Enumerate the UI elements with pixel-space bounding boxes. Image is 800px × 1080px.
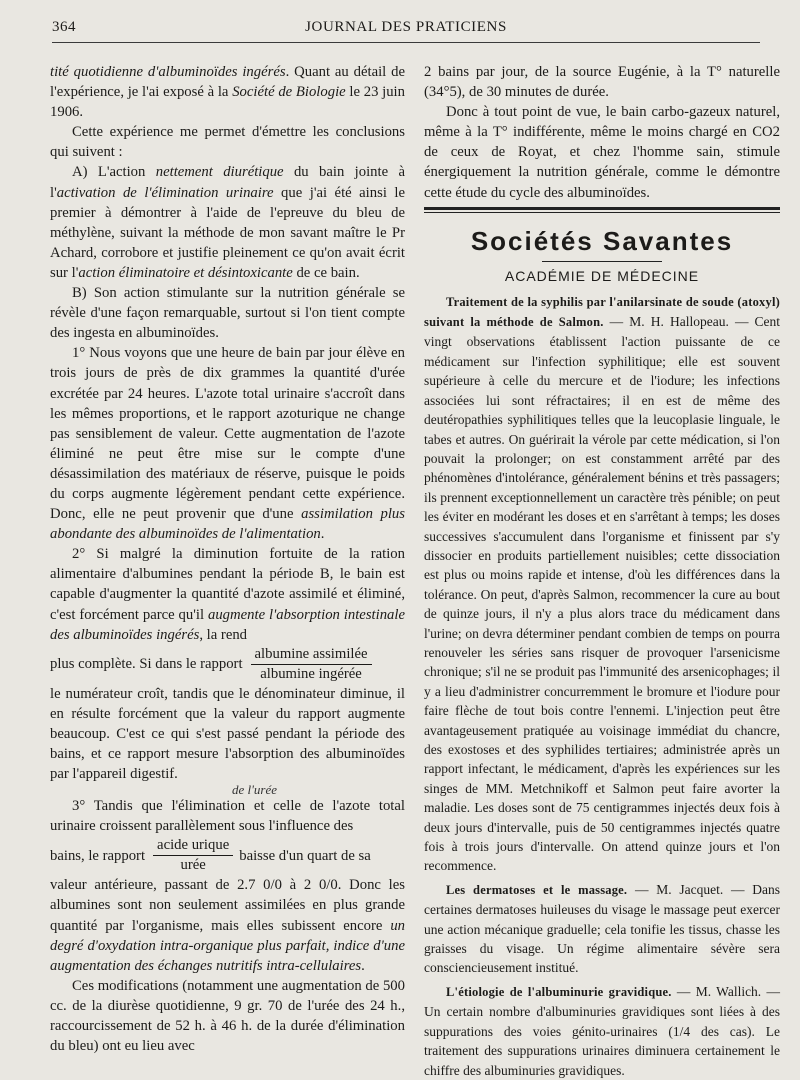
article	[424, 292, 780, 876]
fraction-numerator: acide urique	[153, 836, 233, 856]
ratio-lead-text: plus complète. Si dans le rapport	[50, 656, 243, 673]
paragraph	[50, 162, 405, 283]
article-body: — Dans certaines dermatoses huileuses du visage le massage peut exercer une action mécanique graduelle; cela tonifie les tissus, chasse les graisses du visage. Un régime alimentaire sévère sera consciencieusement institué.	[424, 881, 781, 976]
italic-text: un degré d'oxydation intra-organique plus parfait, indice d'une augmentation des échanges nutritifs intra-cellulaires	[50, 917, 405, 974]
text-run: du bain jointe à l'	[50, 164, 406, 201]
title-rule	[542, 261, 662, 262]
left-column	[50, 62, 405, 1056]
paragraph	[50, 875, 405, 975]
fraction-denominator: albumine ingérée	[260, 665, 362, 682]
ratio-lead-text: bains, le rapport	[50, 847, 146, 864]
text-run: .	[361, 957, 365, 974]
paragraph: 2 bains par jour, de la source Eugénie, à la T° naturelle (34°5), de 30 minutes de durée.	[424, 64, 780, 101]
paragraph: B) Son action stimulante sur la nutrition générale se révèle d'une façon remarquable, surtout si l'on tient compte des ingesta en albuminoïdes.	[50, 285, 405, 342]
italic-text: Société de Biologie	[232, 84, 346, 101]
paragraph: Ces modifications (notamment une augmentation de 500 cc. de la diurèse quotidienne, 9 gr. 70 de l'urée des 24 h., raccourcissement de 52 h. à 46 h. de la durée d'élimination du bleu) ont eu lieu avec	[50, 977, 405, 1055]
subsection-title: ACADÉMIE DE MÉDECINE	[504, 267, 700, 284]
section-title: Sociétés Savantes	[470, 225, 734, 256]
italic-text: tité quotidienne d'albuminoïdes ingérés	[50, 64, 286, 80]
text-run: . Quant au détail de l'expérience, je l'ai exposé à la	[50, 64, 405, 101]
italic-text: activation de l'élimination urinaire	[56, 184, 274, 201]
paragraph	[50, 544, 405, 644]
handwritten-annotation: de l'urée	[232, 782, 278, 798]
paragraph: le numérateur croît, tandis que le dénominateur diminue, il en résulte forcément que la valeur du rapport augmente beaucoup. C'est ce qui s'est passé pendant la période des bains, et ce rapport mesure l'absorption des albuminoïdes par l'appareil digestif.	[50, 685, 405, 783]
italic-text: action éliminatoire et désintoxicante	[78, 264, 293, 281]
paragraph: Donc à tout point de vue, le bain carbo-gazeux naturel, même à la T° indifférente, même le moins chargé en CO2 de ceux de Royat, et chez l'homme sain, stimule énergiquement la nutrition générale, comme le démontre cette étude du cycle des albuminoïdes.	[424, 104, 780, 201]
article-body: — Cent vingt observations établissent l'action puissante de ce médicament sur l'infection syphilitique; elle est souvent supérieure à celle du mercure et de l'iodure; les infections associées lui sont réfractaires; il en est de même des deutéropathies syphilitiques telles que la leucoplasie linguale, le tabes et autres. On guérirait la vérole par cette médication, si l'on pouvait la prolonger; on est constamment arrêté par des phénomènes d'intolérance, généralement bénins et très passagers; ils prennent exceptionnellement un caractère très pénible; on peut les éviter en modérant les doses et en s'arrêtant à temps; les doses successives s'accumulent dans l'organisme et finissent par s'y dissocier en produits partiellement nuisibles; cette dissociation est plus ou moins rapide et intense, d'où les différences dans la tolérance. On peut, d'après Salmon, recommencer la cure au bout de quinze jours, il n'y a plus alors trace du médicament dans l'urine; on devra déterminer pendant combien de temps on pourra renouveler les séries sans risquer de provoquer l'arsenicisme chronique; s'il ne se produit pas l'immunité des arsenicophages; il y a lieu d'administrer concurremment le bromure et l'iodure pour faire flèche de tout bois contre l'ennemi. L'injection peut être avantageusement pratiquée au voisinage immédiat du chancre, des exostoses et des syphilides tertiaires; administrée après un rapport infectant, le médicament, d'après les expériences sur les singes de MM. Metchnikoff et Salmon peut faire avorter la maladie. Les doses sont de 75 centigrammes injectés deux fois à deux jours d'intervalle, puis de 50 centigrammes injectés quatre fois à trois jours d'intervalle. On attend quinze jours et l'on recommence.	[424, 314, 781, 874]
journal-title: JOURNAL DES PRATICIENS	[305, 19, 507, 35]
article	[424, 880, 780, 978]
paragraph	[50, 343, 405, 544]
text-run: .	[320, 526, 325, 543]
page-header	[52, 12, 760, 43]
right-column	[424, 62, 780, 1080]
italic-text: augmente l'absorption intestinale des albuminoïdes ingérés	[50, 606, 405, 643]
article-body: — Un certain nombre d'albuminuries gravidiques sont liées à des suppurations des voies génito-urinaires (1/4 des cas). Le traitement des suppurations urinaires diminuera certainement le chiffre des albuminuries gravidiques.	[424, 983, 780, 1078]
fraction	[251, 645, 372, 684]
ratio-line	[50, 836, 405, 875]
article-author: — M. Wallich.	[676, 983, 762, 999]
ratio-line	[50, 645, 405, 684]
article-author: — M. Jacquet.	[635, 881, 724, 897]
ratio-tail-text: baisse d'un quart de sa	[239, 847, 371, 864]
fraction-numerator: albumine assimilée	[251, 645, 372, 665]
fraction	[153, 836, 233, 875]
article	[424, 982, 780, 1080]
text-run: le 23 juin 1906.	[50, 84, 405, 121]
section-divider	[424, 207, 780, 210]
paragraph	[50, 62, 405, 122]
text-run: 2° Si malgré la diminution fortuite de la ration alimentaire d'albumines pendant la période B, le bain est capable d'augmenter la quantité d'azote assimilé et éliminé, c'est forcément parce qu'il	[50, 546, 405, 623]
italic-text: nettement diurétique	[155, 164, 284, 181]
text-run: que j'ai été ainsi le premier à démontrer à l'aide de l'epreuve du bleu de méthylène, suivant la méthode de mon savant maître le Pr Achard, corrobore et justifie pleinement ce qu'on avait écrit sur l'	[50, 184, 405, 281]
article-title: Traitement de la syphilis par l'anilarsinate de soude (atoxyl) suivant la méthode de Salmon.	[424, 294, 780, 330]
italic-text: assimilation plus abondante des albuminoïdes de l'alimentation	[50, 506, 405, 543]
article-title: L'étiologie de l'albuminurie gravidique.	[446, 984, 672, 999]
text-run: valeur antérieure, passant de 2.7 0/0 à 2 0/0. Donc les albumines sont non seulement assimilées en plus grande quantité par l'organisme, mais elles subissent encore	[50, 877, 405, 934]
text-run: A) L'action	[72, 164, 156, 181]
paragraph: Cette expérience me permet d'émettre les conclusions qui suivent :	[50, 124, 405, 161]
fraction-denominator: urée	[180, 857, 206, 874]
page-number: 364	[52, 19, 76, 35]
article-author: — M. H. Hallopeau.	[609, 314, 729, 330]
text-run: , la rend	[199, 626, 248, 643]
article-title: Les dermatoses et le massage.	[446, 882, 628, 897]
paragraph: 3° Tandis que l'élimination et celle de l'azote total urinaire croissent parallèlement sous l'influence des	[50, 798, 405, 835]
text-run: de ce bain.	[292, 264, 360, 281]
section-divider	[424, 212, 780, 213]
text-run: 1° Nous voyons que une heure de bain par jour élève en trois jours de près de dix grammes la quantité d'urée excrétée par 24 heures. L'azote total urinaire s'accroît dans les mêmes proportions, et le rapport azoturique ne change pas sensiblement de valeur. Cette augmentation de l'azote éliminé ne peut être mise sur le compte d'une désassimilation des matériaux de réserve, puisque le poids du corps augmente légèrement pendant cette expérience. Donc, elle ne peut provenir que d'une	[50, 345, 405, 523]
